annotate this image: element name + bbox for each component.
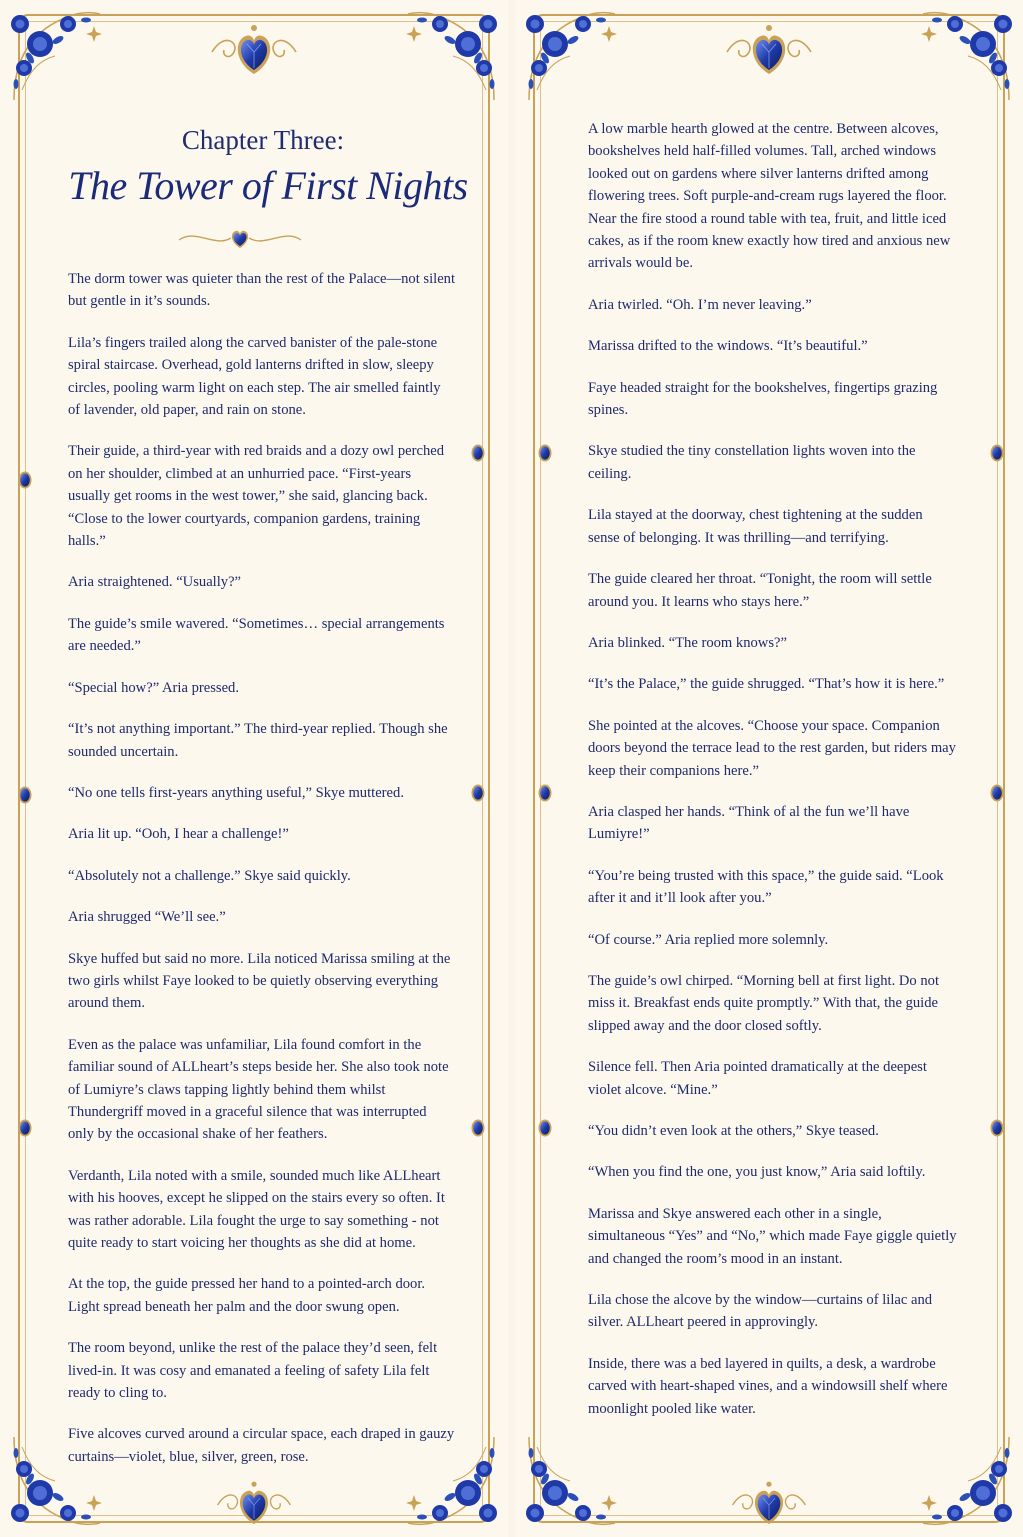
paragraph: “It’s the Palace,” the guide shrugged. “That’s how it is here.”	[588, 676, 945, 693]
paragraph: “Of course.” Aria replied more solemnly.	[588, 931, 829, 948]
sapphire-gem-icon	[989, 1118, 1005, 1138]
paragraph: Aria blinked. “The room knows?”	[588, 634, 787, 651]
paragraph: The dorm tower was quieter than the rest of the Palace—not silent but gentle in it’s sounds.	[68, 271, 456, 310]
blue-rose-icon	[515, 0, 625, 110]
sapphire-gem-icon	[470, 443, 486, 463]
sapphire-heart-icon	[204, 22, 304, 82]
sapphire-gem-icon	[989, 783, 1005, 803]
sapphire-gem-icon	[470, 783, 486, 803]
sapphire-heart-icon	[719, 22, 819, 82]
paragraph: Aria straightened. “Usually?”	[68, 574, 242, 591]
left-page	[0, 0, 508, 1537]
paragraph: Silence fell. Then Aria pointed dramatically at the deepest violet alcove. “Mine.”	[588, 1059, 927, 1098]
sapphire-heart-icon	[719, 1479, 819, 1531]
paragraph: The guide’s owl chirped. “Morning bell at first light. Do not miss it. Breakfast ends quite promptly.” With that, the guide slipped away and the door closed softly.	[588, 972, 939, 1034]
paragraph: Even as the palace was unfamiliar, Lila found comfort in the familiar sound of ALLheart’s steps beside her. She also took note of Lumiyre’s claws tapping lightly behind them whilst Thundergriff moved in a graceful silence that was interrupted only by the occasional shake of her feathers.	[68, 1036, 449, 1143]
paragraph: “It’s not anything important.” The third-year replied. Though she sounded uncertain.	[68, 721, 448, 760]
paragraph: A low marble hearth glowed at the centre. Between alcoves, bookshelves held half-filled volumes. Tall, arched windows looked out on gardens where silver lanterns drifted among flowering trees. Soft purple-and-cream rugs layered the floor. Near the fire stood a round table with tea, fruit, and little iced cakes, as if the room knew exactly how tired and anxious new arrivals would be.	[588, 121, 951, 272]
sapphire-gem-icon	[989, 443, 1005, 463]
sapphire-gem-icon	[537, 1118, 553, 1138]
paragraph: At the top, the guide pressed her hand to a pointed-arch door. Light spread beneath her palm and the door swung open.	[68, 1276, 426, 1315]
blue-rose-icon	[515, 1427, 625, 1537]
paragraph: “No one tells first-years anything useful,” Skye muttered.	[68, 784, 404, 801]
heart-divider-icon	[175, 224, 305, 252]
paragraph: Inside, there was a bed layered in quilts, a desk, a wardrobe carved with heart-shaped vines, and a windowsill shelf where moonlight pooled like water.	[588, 1355, 948, 1417]
paragraph: The room beyond, unlike the rest of the palace they’d seen, felt lived-in. It was cosy and emanated a feeling of safety Lila felt ready to cling to.	[68, 1340, 438, 1402]
sapphire-gem-icon	[537, 783, 553, 803]
paragraph: Lila chose the alcove by the window—curtains of lilac and silver. ALLheart peered in approvingly.	[588, 1292, 933, 1331]
paragraph: Marissa drifted to the windows. “It’s beautiful.”	[588, 338, 868, 355]
paragraph: The guide cleared her throat. “Tonight, the room will settle around you. It learns who stays here.”	[588, 571, 932, 610]
chapter-label: Chapter Three:	[181, 125, 345, 155]
paragraph: Skye huffed but said no more. Lila noticed Marissa smiling at the two girls whilst Faye looked to be quietly observing everything around them.	[68, 950, 451, 1012]
paragraph: Faye headed straight for the bookshelves, fingertips grazing spines.	[588, 379, 938, 419]
sapphire-gem-icon	[17, 1118, 33, 1138]
paragraph: Their guide, a third-year with red braids and a dozy owl perched on her shoulder, climbed at an unhurried pace. “First-years usually get rooms in the west tower,” she said, glancing back. “Close to the lower courtyards, companion gardens, training halls.”	[68, 443, 445, 550]
paragraph: “You didn’t even look at the others,” Skye teased.	[588, 1123, 879, 1139]
left-page-body	[68, 268, 456, 1487]
paragraph: Verdanth, Lila noted with a smile, sounded much like ALLheart with his hooves, except he slipped on the stairs every so often. It was rather adorable. Lila fought the urge to say something - not quite ready to start voicing her thoughts as she did at home.	[68, 1167, 445, 1251]
paragraph: She pointed at the alcoves. “Choose your space. Companion doors beyond the terrace lead to the rest garden, but riders may keep their companions here.”	[588, 717, 956, 779]
sapphire-gem-icon	[470, 1118, 486, 1138]
blue-rose-icon	[0, 0, 110, 110]
paragraph: Marissa and Skye answered each other in a single, simultaneous “Yes” and “No,” which made Faye giggle quietly and changed the room’s mood in an instant.	[588, 1205, 957, 1267]
paragraph: “You’re being trusted with this space,” the guide said. “Look after it and it’ll look after you.”	[588, 867, 944, 907]
blue-rose-icon	[913, 0, 1023, 110]
paragraph: “Special how?” Aria pressed.	[68, 679, 240, 696]
paragraph: Skye studied the tiny constellation lights woven into the ceiling.	[588, 443, 916, 482]
paragraph: Aria clasped her hands. “Think of al the fun we’ll have Lumiyre!”	[588, 803, 910, 843]
blue-rose-icon	[913, 1427, 1023, 1537]
paragraph: Aria twirled. “Oh. I’m never leaving.”	[588, 296, 812, 313]
paragraph: The guide’s smile wavered. “Sometimes… special arrangements are needed.”	[68, 615, 445, 655]
right-page-body	[588, 118, 957, 1439]
paragraph: Lila’s fingers trailed along the carved banister of the pale-stone spiral staircase. Overhead, gold lanterns drifted in slow, sleepy circles, pooling warm light on each step. The air smelled faintly of lavender, old paper, and rain on stone.	[68, 334, 441, 419]
paragraph: Lila stayed at the doorway, chest tightening at the sudden sense of belonging. It was thrilling—and terrifying.	[588, 507, 923, 546]
paragraph: Aria lit up. “Ooh, I hear a challenge!”	[68, 826, 289, 843]
paragraph: Five alcoves curved around a circular space, each draped in gauzy curtains—violet, blue, silver, green, rose.	[68, 1426, 455, 1465]
chapter-title: The Tower of First Nights	[68, 163, 468, 208]
blue-rose-icon	[398, 0, 508, 110]
paragraph: “When you find the one, you just know,” Aria said loftily.	[588, 1164, 926, 1181]
sapphire-gem-icon	[17, 785, 33, 805]
paragraph: “Absolutely not a challenge.” Skye said quickly.	[68, 867, 351, 884]
sapphire-gem-icon	[17, 470, 33, 490]
paragraph: Aria shrugged “We’ll see.”	[68, 909, 226, 926]
sapphire-gem-icon	[537, 443, 553, 463]
